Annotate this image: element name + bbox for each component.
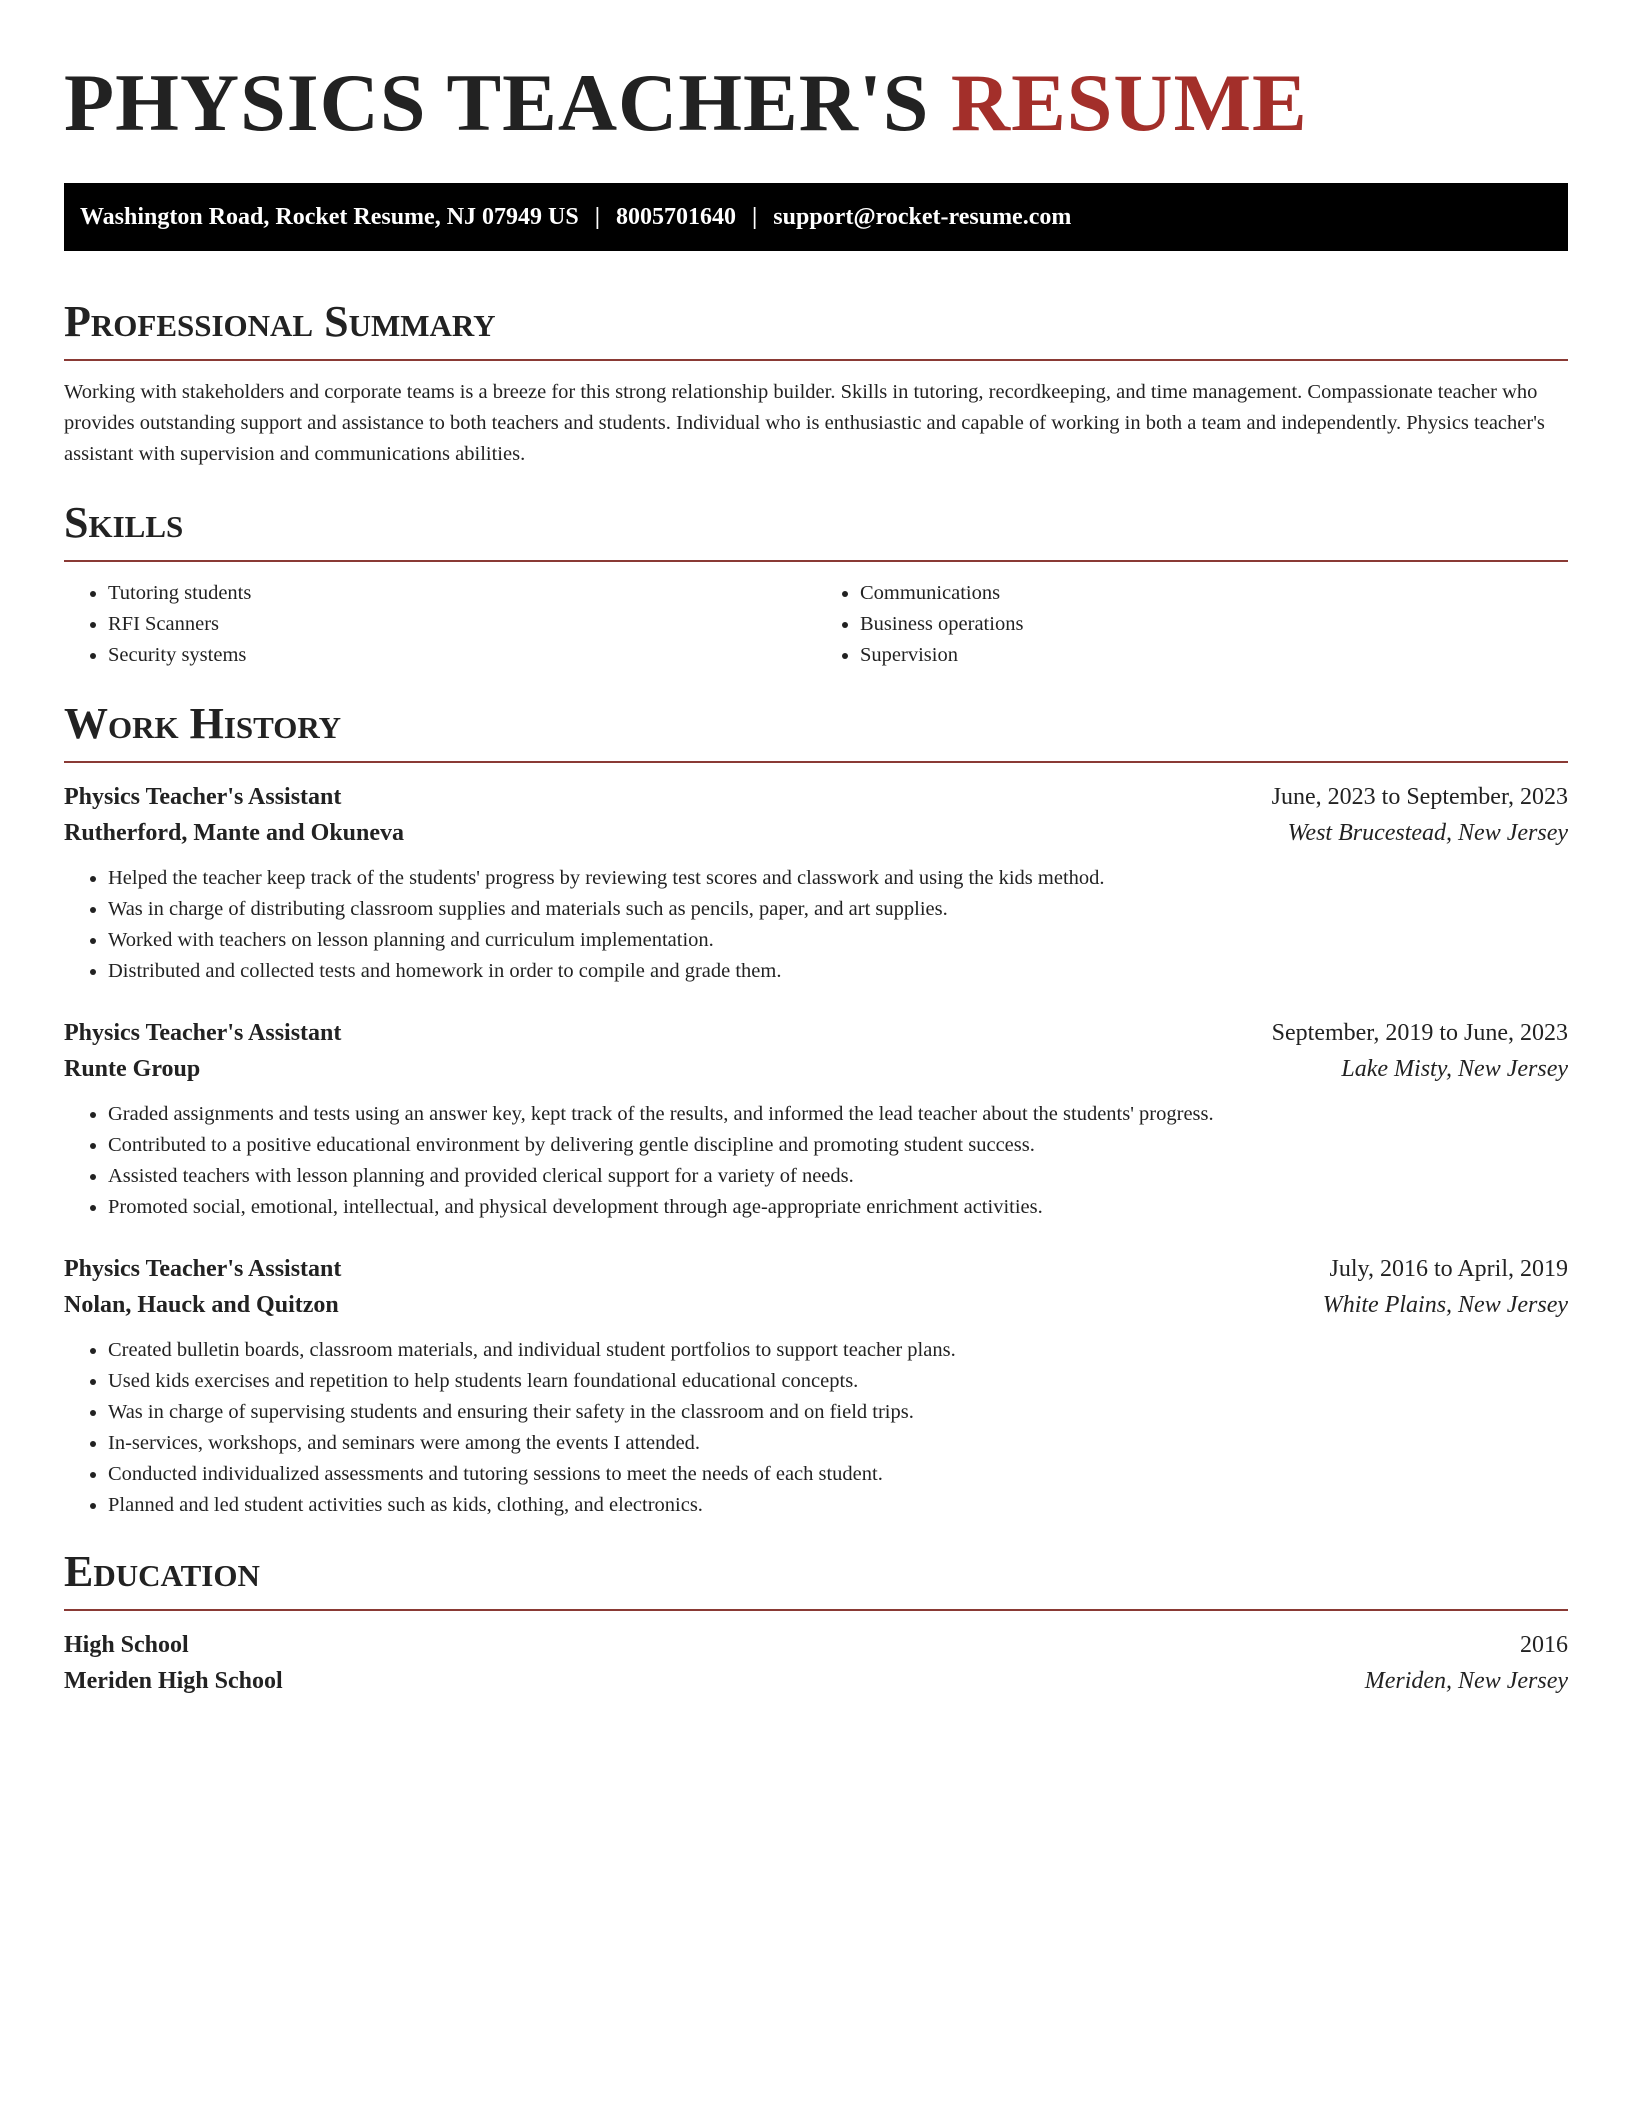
job-location: White Plains, New Jersey <box>1322 1292 1568 1318</box>
education-school: Meriden High School <box>64 1668 283 1694</box>
section-divider <box>64 1609 1568 1611</box>
contact-address: Washington Road, Rocket Resume, NJ 07949 US <box>80 203 579 230</box>
job-company: Nolan, Hauck and Quitzon <box>64 1292 339 1318</box>
education-location: Meriden, New Jersey <box>1364 1668 1568 1694</box>
contact-phone: 8005701640 <box>616 203 736 230</box>
job-duty: • Helped the teacher keep track of the students' progress by reviewing test scores and classwork and using the kids method. <box>108 863 1568 894</box>
skill-item: • Tutoring students <box>108 578 816 609</box>
contact-email: support@rocket-resume.com <box>773 203 1072 230</box>
skill-item: • Supervision <box>860 640 1568 671</box>
job-entry <box>64 1015 1568 1223</box>
education-degree: High School <box>64 1632 189 1658</box>
work-history-section <box>64 697 1568 1521</box>
education-year: 2016 <box>1520 1632 1568 1658</box>
education-heading: Education <box>64 1547 260 1596</box>
contact-bar <box>64 183 1568 251</box>
job-duties <box>64 1335 1568 1521</box>
section-divider <box>64 761 1568 763</box>
job-title: Physics Teacher's Assistant <box>64 1020 342 1046</box>
job-duty: • Worked with teachers on lesson planning and curriculum implementation. <box>108 925 1568 956</box>
contact-separator: | <box>594 203 600 230</box>
job-dates: June, 2023 to September, 2023 <box>1271 784 1568 810</box>
job-duty: • Was in charge of distributing classroom supplies and materials such as pencils, paper, and art supplies. <box>108 894 1568 925</box>
job-dates: September, 2019 to June, 2023 <box>1271 1020 1568 1046</box>
summary-section <box>64 295 1568 470</box>
contact-separator: | <box>752 203 758 230</box>
skill-item: • Security systems <box>108 640 816 671</box>
skills-list <box>64 578 1568 671</box>
job-title: Physics Teacher's Assistant <box>64 784 342 810</box>
skills-heading: Skills <box>64 498 184 547</box>
job-title: Physics Teacher's Assistant <box>64 1256 342 1282</box>
job-duty: • Used kids exercises and repetition to help students learn foundational educational concepts. <box>108 1366 1568 1397</box>
summary-heading: Professional Summary <box>64 297 496 346</box>
job-location: West Brucestead, New Jersey <box>1287 820 1568 846</box>
section-divider <box>64 359 1568 361</box>
title-accent: RESUME <box>950 57 1308 148</box>
job-duties <box>64 863 1568 987</box>
skills-column-right <box>816 578 1568 671</box>
skill-item: • RFI Scanners <box>108 609 816 640</box>
skill-item: • Communications <box>860 578 1568 609</box>
job-entry <box>64 1251 1568 1521</box>
skills-section <box>64 496 1568 671</box>
skill-item: • Business operations <box>860 609 1568 640</box>
job-duty: • Was in charge of supervising students and ensuring their safety in the classroom and on field trips. <box>108 1397 1568 1428</box>
work-history-heading: Work History <box>64 699 342 748</box>
job-duty: • Conducted individualized assessments and tutoring sessions to meet the needs of each student. <box>108 1459 1568 1490</box>
job-duty: • Graded assignments and tests using an answer key, kept track of the results, and informed the lead teacher about the students' progress. <box>108 1099 1568 1130</box>
job-duty: • In-services, workshops, and seminars were among the events I attended. <box>108 1428 1568 1459</box>
section-divider <box>64 560 1568 562</box>
job-duty: • Planned and led student activities such as kids, clothing, and electronics. <box>108 1490 1568 1521</box>
job-duty: • Distributed and collected tests and homework in order to compile and grade them. <box>108 956 1568 987</box>
resume-title <box>64 50 1568 156</box>
job-entry <box>64 779 1568 987</box>
job-duty: • Promoted social, emotional, intellectual, and physical development through age-appropriate enrichment activities. <box>108 1192 1568 1223</box>
skills-column-left <box>64 578 816 671</box>
summary-text: Working with stakeholders and corporate teams is a breeze for this strong relationship builder. Skills in tutoring, recordkeeping, and time management. Compassionate teacher who provides outstanding support and assistance to both teachers and students. Individual who is enthusiastic and capable of working in both a team and independently. Physics teacher's assistant with supervision and communications abilities. <box>64 381 1545 465</box>
education-section <box>64 1545 1568 1699</box>
job-dates: July, 2016 to April, 2019 <box>1329 1256 1568 1282</box>
job-company: Rutherford, Mante and Okuneva <box>64 820 405 846</box>
job-duty: • Assisted teachers with lesson planning and provided clerical support for a variety of needs. <box>108 1161 1568 1192</box>
job-duty: • Created bulletin boards, classroom materials, and individual student portfolios to support teacher plans. <box>108 1335 1568 1366</box>
job-company: Runte Group <box>64 1056 201 1082</box>
job-duty: • Contributed to a positive educational environment by delivering gentle discipline and promoting student success. <box>108 1130 1568 1161</box>
title-main: PHYSICS TEACHER'S <box>64 57 930 148</box>
job-location: Lake Misty, New Jersey <box>1341 1056 1568 1082</box>
job-duties <box>64 1099 1568 1223</box>
